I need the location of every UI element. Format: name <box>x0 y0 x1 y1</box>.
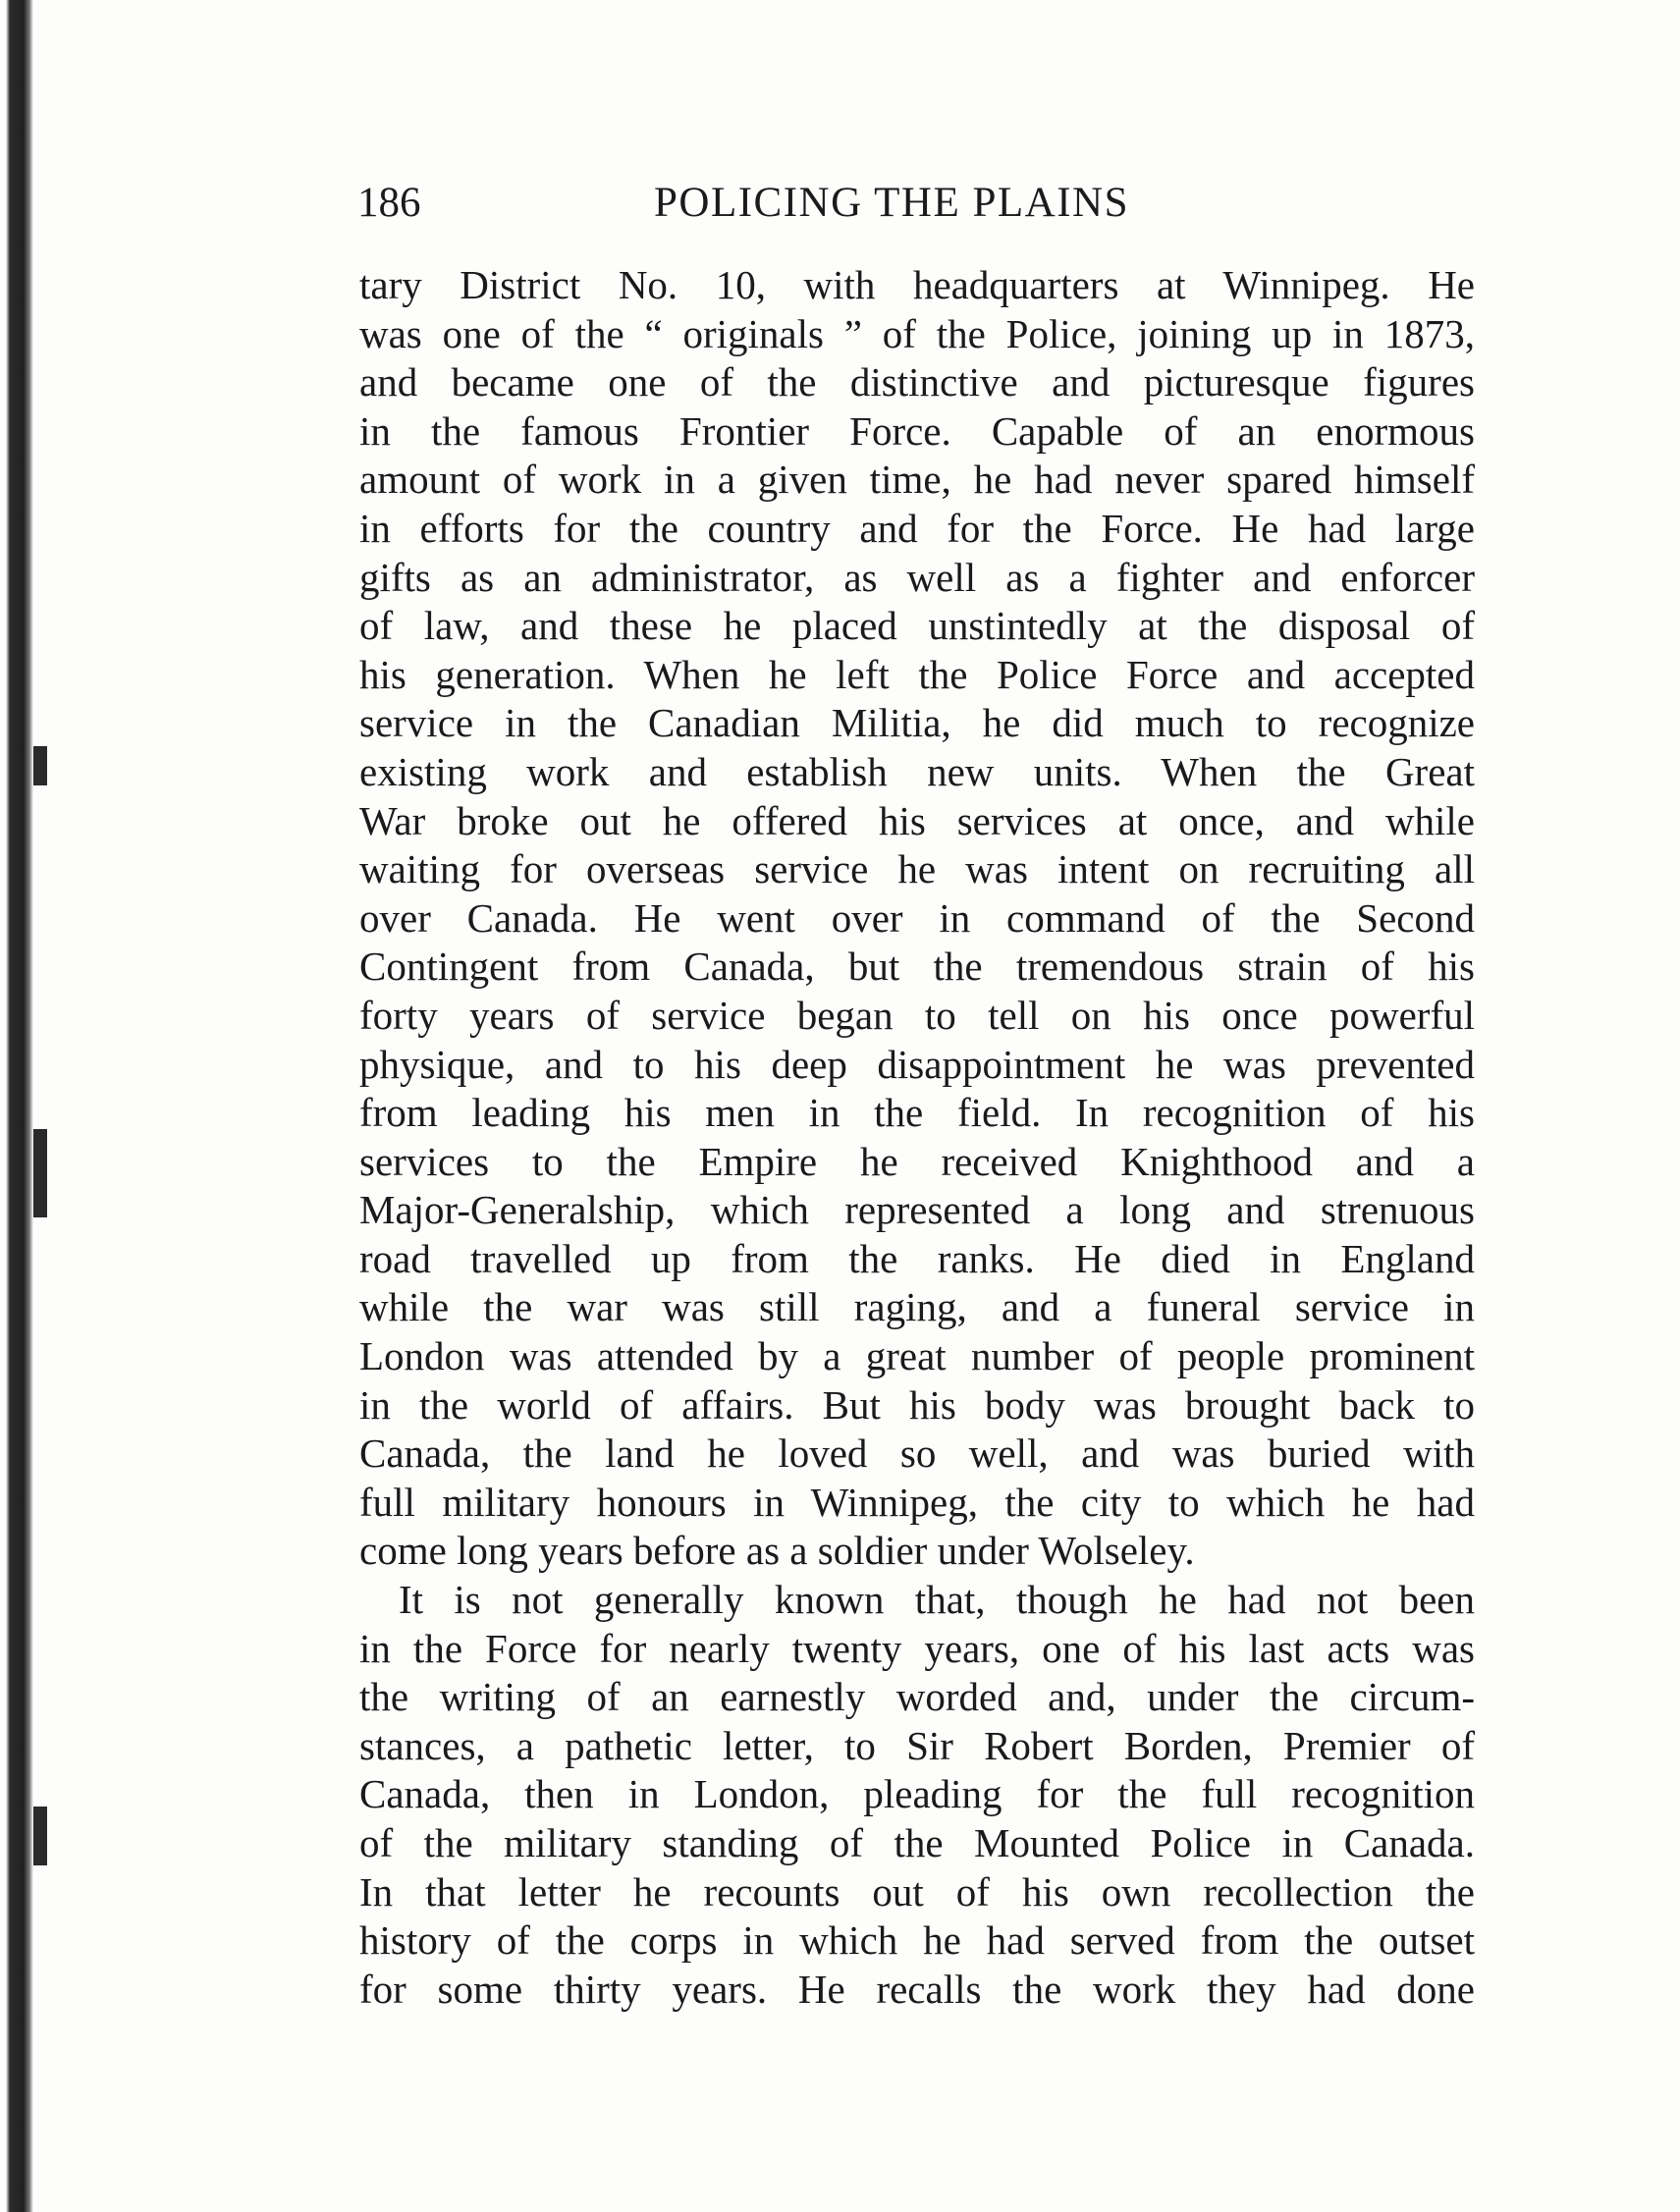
text-line: Contingent from Canada, but the tremendous strain of his <box>359 944 1475 990</box>
text-line: In that letter he recounts out of his own recollection the <box>359 1868 1475 1915</box>
text-line: full military honours in Winnipeg, the city to which he had <box>359 1479 1475 1525</box>
text-line: services to the Empire he received Knighthood and a <box>359 1138 1475 1184</box>
text-line: physique, and to his deep disappointment he was prevented <box>359 1041 1475 1087</box>
text-line: in the Force for nearly twenty years, one of his last acts was <box>359 1625 1475 1671</box>
text-line: service in the Canadian Militia, he did much to recognize <box>359 700 1475 746</box>
text-line: the writing of an earnestly worded and, under the circum- <box>359 1674 1475 1720</box>
text-line: London was attended by a great number of people prominent <box>359 1333 1475 1379</box>
text-line: It is not generally known that, though he had not been <box>399 1577 1475 1623</box>
text-line: his generation. When he left the Police Force and accepted <box>359 651 1475 697</box>
text-line: and became one of the distinctive and picturesque figures <box>359 359 1475 405</box>
running-head <box>357 179 1477 238</box>
text-line: forty years of service began to tell on his once powerful <box>359 992 1475 1038</box>
text-line: history of the corps in which he had served from the outset <box>359 1917 1475 1964</box>
text-line: tary District No. 10, with headquarters at Winnipeg. He <box>359 262 1475 307</box>
text-line: stances, a pathetic letter, to Sir Robert Borden, Premier of <box>359 1722 1475 1768</box>
page-binding-edge <box>0 0 33 2212</box>
text-line: of law, and these he placed unstintedly at the disposal of <box>359 603 1475 649</box>
scan-speck <box>33 746 47 785</box>
text-line: War broke out he offered his services at once, and while <box>359 797 1475 843</box>
text-line: road travelled up from the ranks. He died in England <box>359 1235 1475 1281</box>
body-text <box>359 261 1475 2014</box>
text-line: existing work and establish new units. When the Great <box>359 748 1475 794</box>
text-line: come long years before as a soldier under Wolseley. <box>359 1528 1195 1574</box>
text-line: of the military standing of the Mounted Police in Canada. <box>359 1820 1475 1865</box>
text-line: gifts as an administrator, as well as a fighter and enforcer <box>359 554 1475 600</box>
text-line: Canada, then in London, pleading for the full recognition <box>359 1771 1475 1817</box>
text-line: in the world of affairs. But his body was brought back to <box>359 1381 1475 1428</box>
paragraph <box>359 1576 1475 2014</box>
text-line: Canada, the land he loved so well, and was buried with <box>359 1430 1475 1477</box>
text-line: over Canada. He went over in command of the Second <box>359 894 1475 941</box>
text-line: in efforts for the country and for the Force. He had large <box>359 505 1475 551</box>
paragraph <box>359 261 1475 1576</box>
page-number: 186 <box>357 180 421 226</box>
text-line: amount of work in a given time, he had never spared himself <box>359 457 1475 503</box>
scan-speck <box>33 1807 47 1865</box>
text-line: for some thirty years. He recalls the work they had done <box>359 1966 1475 2012</box>
text-line: while the war was still raging, and a funeral service in <box>359 1284 1475 1330</box>
scan-speck <box>33 1129 47 1217</box>
text-line: in the famous Frontier Force. Capable of an enormous <box>359 407 1475 454</box>
text-line: from leading his men in the field. In recognition of his <box>359 1090 1475 1136</box>
running-title: POLICING THE PLAINS <box>654 180 1129 226</box>
text-line: waiting for overseas service he was intent on recruiting all <box>359 846 1475 892</box>
text-line: Major-Generalship, which represented a long and strenuous <box>359 1187 1475 1233</box>
text-line: was one of the “ originals ” of the Police, joining up in 1873, <box>359 310 1475 356</box>
